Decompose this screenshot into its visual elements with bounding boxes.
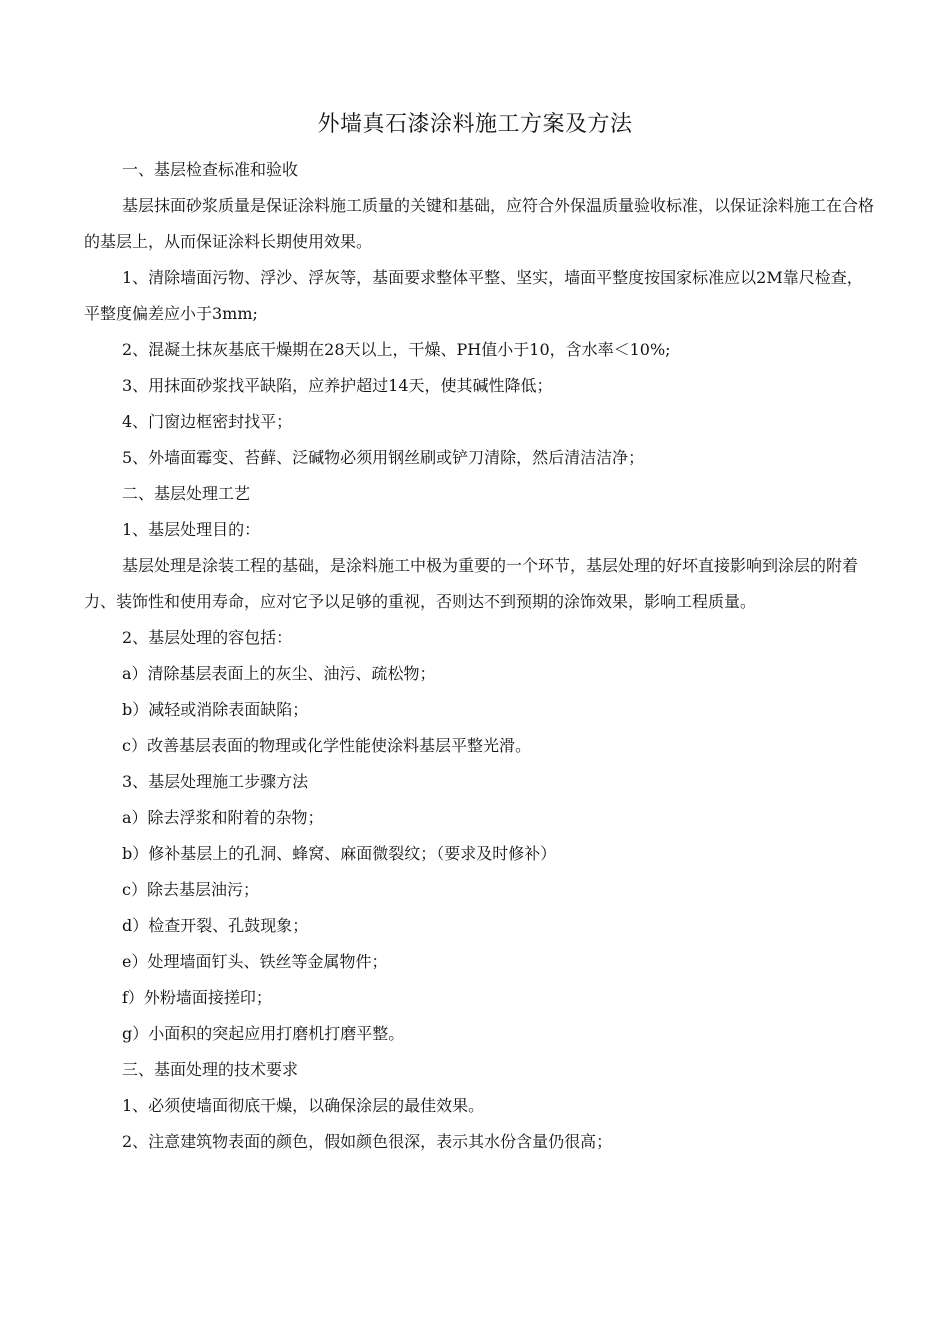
- list-item: c）除去基层油污；: [122, 880, 259, 899]
- list-item: 1、必须使墙面彻底干燥，以确保涂层的最佳效果。: [122, 1096, 485, 1115]
- list-item: 3、用抹面砂浆找平缺陷，应养护超过14天，使其碱性降低；: [122, 376, 553, 395]
- list-item: g）小面积的突起应用打磨机打磨平整。: [122, 1024, 405, 1043]
- list-item: 5、外墙面霉变、苔藓、泛碱物必须用钢丝刷或铲刀清除，然后清洁洁净；: [122, 448, 645, 467]
- list-item: b）减轻或消除表面缺陷；: [122, 700, 309, 719]
- list-item: 2、混凝土抹灰基底干燥期在28天以上，干燥、PH值小于10，含水率＜10%;: [122, 340, 671, 359]
- list-item: b）修补基层上的孔洞、蜂窝、麻面微裂纹；（要求及时修补）: [122, 844, 557, 863]
- list-item: e）处理墙面钉头、铁丝等金属物件；: [122, 952, 388, 971]
- subheading: 2、基层处理的容包括：: [122, 628, 293, 647]
- list-item: 1、清除墙面污物、浮沙、浮灰等，基面要求整体平整、坚实，墙面平整度按国家标准应以2M靠尺检查，平整度偏差应小于3mm;: [84, 268, 863, 323]
- list-item: d）检查开裂、孔鼓现象；: [122, 916, 309, 935]
- section-heading-1: 一、基层检查标准和验收: [122, 160, 299, 179]
- list-item: f）外粉墙面接搓印；: [122, 988, 272, 1007]
- list-item: 4、门窗边框密封找平；: [122, 412, 293, 431]
- document-body: [84, 152, 876, 1160]
- list-item: 2、注意建筑物表面的颜色，假如颜色很深，表示其水份含量仍很高；: [122, 1132, 613, 1151]
- list-item: a）除去浮浆和附着的杂物；: [122, 808, 324, 827]
- paragraph: 基层抹面砂浆质量是保证涂料施工质量的关键和基础，应符合外保温质量验收标准，以保证涂料施工在合格的基层上，从而保证涂料长期使用效果。: [84, 196, 875, 251]
- section-heading-2: 二、基层处理工艺: [122, 484, 251, 503]
- list-item: c）改善基层表面的物理或化学性能使涂料基层平整光滑。: [122, 736, 531, 755]
- document-title: 外墙真石漆涂料施工方案及方法: [317, 112, 633, 137]
- subheading: 1、基层处理目的：: [122, 520, 261, 539]
- subheading: 3、基层处理施工步骤方法: [122, 772, 309, 791]
- paragraph: 基层处理是涂装工程的基础，是涂料施工中极为重要的一个环节，基层处理的好坏直接影响到涂层的附着力、装饰性和使用寿命，应对它予以足够的重视，否则达不到预期的涂饰效果，影响工程质量。: [84, 556, 859, 611]
- section-heading-3: 三、基面处理的技术要求: [122, 1060, 299, 1079]
- list-item: a）清除基层表面上的灰尘、油污、疏松物；: [122, 664, 436, 683]
